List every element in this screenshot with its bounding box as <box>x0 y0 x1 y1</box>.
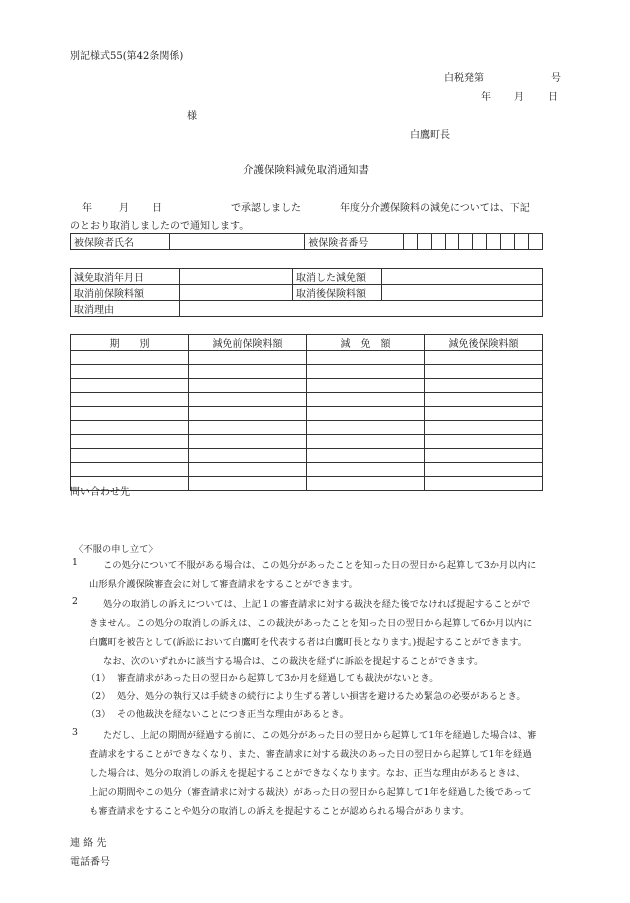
insured-number-digit <box>431 234 445 250</box>
phone-label: 電話番号 <box>70 857 110 868</box>
appeal-text: なお、次のいずれかに該当する場合は、この裁決を経ずに訴訟を提起することができます。 <box>103 656 484 667</box>
cancel-date-cell <box>180 269 293 285</box>
insured-name-cell <box>169 234 305 250</box>
sender-name: 白鷹町長 <box>410 130 450 141</box>
table-row <box>71 477 543 491</box>
table-row <box>71 435 543 449</box>
issue-date-year: 年 <box>481 92 491 103</box>
appeal-text: その他裁決を経ないことにつき正当な理由があるとき。 <box>117 709 349 720</box>
table-row <box>71 407 543 421</box>
appeal-heading: 〈不服の申し立て〉 <box>74 544 158 555</box>
table-row <box>71 393 543 407</box>
intro-day: 日 <box>152 203 162 214</box>
form-id: 別記様式55(第42条関係) <box>70 51 184 62</box>
sub-item-number: （3） <box>86 709 111 720</box>
addressee-suffix: 様 <box>187 111 197 122</box>
item-number: 2 <box>72 596 78 607</box>
intro-text-approved: で承認しました <box>231 203 301 214</box>
insured-number-label: 被保険者番号 <box>305 234 404 250</box>
table-row <box>71 365 543 379</box>
table-row <box>71 379 543 393</box>
intro-line2: のとおり取消しましたので通知します。 <box>70 221 250 232</box>
intro-text-fiscal: 年度分介護保険料の減免については、下記 <box>340 203 530 214</box>
intro-year: 年 <box>82 203 92 214</box>
column-header-before: 減免前保険料額 <box>189 335 307 351</box>
appeal-text: ただし、上記の期間が経過する前に、この処分があった日の翌日から起算して1年を経過した場合は、審 <box>103 730 537 741</box>
cancelled-amount-cell <box>382 269 543 285</box>
column-header-period: 期 別 <box>71 335 189 351</box>
sub-item-number: （1） <box>86 673 111 684</box>
column-header-reduction: 減 免 額 <box>307 335 425 351</box>
insured-number-digit <box>473 234 487 250</box>
cancelled-amount-label: 取消した減免額 <box>293 269 382 285</box>
page-title: 介護保険料減免取消通知書 <box>243 164 369 176</box>
item-number: 1 <box>72 557 78 568</box>
appeal-text: 上記の期間やこの処分（審査請求に対する裁決）があった日の翌日から起算して1年を経過した後であって <box>89 787 532 798</box>
appeal-text: 処分、処分の執行又は手続きの続行により生ずる著しい損害を避けるため緊急の必要があるとき。 <box>117 691 526 702</box>
table-row <box>71 449 543 463</box>
appeal-text: 査請求をすることができなくなり、また、審査請求に対する裁決のあった日の翌日から起算して1年を経過 <box>89 749 532 760</box>
appeal-text: 審査請求があった日の翌日から起算して3か月を経過しても裁決がないとき。 <box>117 673 439 684</box>
insured-name-label: 被保険者氏名 <box>71 234 170 250</box>
table-row <box>71 351 543 365</box>
after-amount-label: 取消後保険料額 <box>293 285 382 301</box>
appeal-text: きません。この処分の取消しの訴えは、この裁決があったことを知った日の翌日から起算して6か月以内に <box>89 618 533 629</box>
insured-number-digit <box>515 234 529 250</box>
cancel-reason-cell <box>180 301 543 317</box>
insured-number-digit <box>459 234 473 250</box>
inquiry-label: 問い合わせ先 <box>70 487 130 498</box>
intro-month: 月 <box>119 203 129 214</box>
cancel-reason-label: 取消理由 <box>71 301 180 317</box>
appeal-text: した場合は、処分の取消しの訴えを提起することができなくなります。なお、正当な理由があるときは、 <box>89 768 526 779</box>
insured-number-digit <box>528 234 542 250</box>
after-amount-cell <box>382 285 543 301</box>
insured-number-digit <box>445 234 459 250</box>
appeal-text: この処分について不服がある場合は、この処分があったことを知った日の翌日から起算して3か月以内に <box>103 560 537 571</box>
sub-item-number: （2） <box>86 691 111 702</box>
appeal-text: も審査請求をすることや処分の取消しの訴えを提起することが認められる場合があります。 <box>89 806 470 817</box>
table-row <box>71 463 543 477</box>
insured-number-digit <box>403 234 417 250</box>
item-number: 3 <box>72 727 78 738</box>
appeal-text: 処分の取消しの訴えについては、上記１の審査請求に対する裁決を経た後でなければ提起することがで <box>103 599 531 610</box>
period-amounts-table <box>70 334 543 491</box>
before-amount-cell <box>180 285 293 301</box>
issue-date-month: 月 <box>514 92 524 103</box>
doc-number-suffix: 号 <box>551 73 561 84</box>
cancel-date-label: 減免取消年月日 <box>71 269 180 285</box>
insured-info-table <box>70 233 543 250</box>
doc-number-prefix: 白税発第 <box>444 73 484 84</box>
appeal-text: 白鷹町を被告として(訴訟において白鷹町を代表する者は白鷹町長となります。)提起することができます。 <box>89 637 528 648</box>
issue-date-day: 日 <box>548 92 558 103</box>
contact-label: 連 絡 先 <box>70 838 107 849</box>
before-amount-label: 取消前保険料額 <box>71 285 180 301</box>
appeal-text: 山形県介護保険審査会に対して審査請求をすることができます。 <box>89 579 358 590</box>
cancellation-table <box>70 268 543 317</box>
insured-number-digit <box>501 234 515 250</box>
table-row <box>71 421 543 435</box>
column-header-after: 減免後保険料額 <box>425 335 543 351</box>
insured-number-digit <box>417 234 431 250</box>
insured-number-digit <box>487 234 501 250</box>
